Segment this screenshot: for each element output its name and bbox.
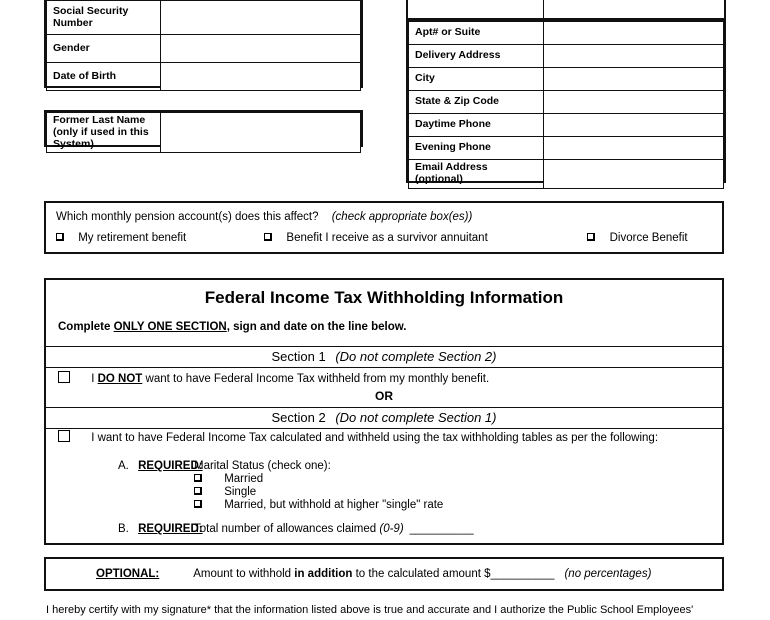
field-date-of-birth[interactable]	[161, 63, 361, 91]
optional-text-emphasis: in addition	[294, 568, 353, 580]
section-2-item-a-marker-group	[118, 460, 203, 472]
label-social-security-number: Social Security Number	[47, 1, 161, 35]
section-1-statement	[91, 373, 489, 385]
checkbox-icon[interactable]	[194, 474, 201, 481]
section-1-heading-note: (Do not complete Section 2)	[335, 349, 497, 364]
section-2-statement-row[interactable]	[58, 430, 718, 444]
label-date-of-birth: Date of Birth	[47, 63, 161, 91]
item-b-required-label: REQUIRED:	[138, 523, 203, 535]
page-title: Federal Income Tax Withholding Information	[204, 288, 564, 307]
field-city[interactable]	[544, 68, 724, 91]
field-social-security-number[interactable]	[161, 1, 361, 35]
optional-additional-withholding-section	[44, 557, 724, 591]
marital-status-option-label: Married, but withhold at higher "single" rate	[224, 499, 444, 511]
optional-text-pre: Amount to withhold	[193, 568, 295, 580]
label-daytime-phone: Daytime Phone	[409, 114, 544, 137]
label-city: City	[409, 68, 544, 91]
address-table	[406, 19, 726, 183]
address-header-column-divider	[543, 0, 544, 21]
pension-option-label: My retirement benefit	[78, 232, 187, 244]
section-2-heading-note: (Do not complete Section 1)	[335, 410, 497, 425]
section-1-statement-row[interactable]	[58, 371, 708, 385]
optional-amount-blank[interactable]: __________	[490, 568, 555, 580]
certification-statement: I hereby certify with my signature* that the information listed above is true and accurate and I authorize the Public School Employees'	[46, 604, 694, 616]
federal-tax-withholding-section	[44, 278, 724, 545]
table-row	[47, 1, 361, 35]
optional-note: (no percentages)	[564, 568, 652, 580]
field-state-and-zip-code[interactable]	[544, 91, 724, 114]
field-email-address[interactable]	[544, 160, 724, 189]
tax-instruction-pre: Complete	[58, 321, 114, 333]
section-2-item-b-body	[194, 523, 474, 535]
table-row	[409, 160, 724, 189]
pension-option-label: Benefit I receive as a survivor annuitant	[286, 232, 488, 244]
address-table-header-row	[406, 0, 726, 19]
pension-option-divorce-benefit[interactable]	[587, 232, 687, 244]
pension-option-retirement-benefit[interactable]	[56, 232, 261, 244]
item-a-marker: A.	[118, 460, 129, 472]
table-row	[409, 68, 724, 91]
table-row	[409, 22, 724, 45]
or-divider-text: OR	[375, 389, 393, 403]
member-info-table	[44, 0, 363, 88]
table-row	[47, 35, 361, 63]
section-2-heading	[46, 407, 722, 429]
section-2-item-a-body	[194, 460, 443, 511]
tax-instruction-line	[58, 321, 406, 333]
checkbox-icon[interactable]	[56, 233, 63, 240]
checkbox-icon[interactable]	[587, 233, 594, 240]
table-row	[47, 113, 361, 153]
section-1-heading	[46, 346, 722, 368]
item-a-required-label: REQUIRED:	[138, 460, 203, 472]
marital-status-option-label: Married	[224, 473, 264, 485]
marital-status-option-single[interactable]	[194, 486, 443, 498]
pension-option-label: Divorce Benefit	[609, 232, 688, 244]
field-former-last-name[interactable]	[161, 113, 361, 153]
checkbox-icon[interactable]	[264, 233, 271, 240]
table-row	[47, 63, 361, 91]
tax-instruction-emphasis: ONLY ONE SECTION	[113, 321, 227, 333]
pension-question-line	[56, 211, 472, 223]
tax-instruction-post: , sign and date on the line below.	[226, 321, 407, 333]
allowances-range: (0-9)	[379, 523, 404, 535]
section-2-statement: I want to have Federal Income Tax calculated and withheld using the tax withholding tables as per the following:	[91, 432, 659, 444]
section-1-statement-emphasis: DO NOT	[97, 373, 143, 385]
table-row	[409, 91, 724, 114]
section-1-statement-post: want to have Federal Income Tax withheld from my monthly benefit.	[142, 373, 490, 385]
field-delivery-address[interactable]	[544, 45, 724, 68]
field-apt-or-suite[interactable]	[544, 22, 724, 45]
pension-account-section	[44, 201, 724, 254]
item-b-marker: B.	[118, 523, 129, 535]
marital-status-option-married[interactable]	[194, 473, 443, 485]
label-evening-phone: Evening Phone	[409, 137, 544, 160]
marital-status-option-married-higher-single-rate[interactable]	[194, 499, 443, 511]
pension-options-row	[56, 232, 716, 244]
field-daytime-phone[interactable]	[544, 114, 724, 137]
section-1-statement-pre: I	[91, 373, 98, 385]
pension-option-survivor-annuitant[interactable]	[264, 232, 584, 244]
section-2-heading-main: Section 2	[271, 410, 326, 425]
field-evening-phone[interactable]	[544, 137, 724, 160]
checkbox-icon[interactable]	[194, 500, 201, 507]
marital-status-option-label: Single	[224, 486, 257, 498]
checkbox-icon[interactable]	[58, 371, 70, 383]
marital-status-prompt: Marital Status (check one):	[194, 460, 331, 472]
label-state-and-zip-code: State & Zip Code	[409, 91, 544, 114]
label-email-address: Email Address (optional)	[409, 160, 544, 189]
section-2-item-b-marker-group	[118, 523, 203, 535]
former-last-name-table	[44, 110, 363, 150]
checkbox-icon[interactable]	[58, 430, 70, 442]
table-row	[409, 114, 724, 137]
pension-question-hint: (check appropriate box(es))	[331, 211, 473, 223]
table-row	[409, 137, 724, 160]
label-delivery-address: Delivery Address	[409, 45, 544, 68]
label-apt-or-suite: Apt# or Suite	[409, 22, 544, 45]
field-gender[interactable]	[161, 35, 361, 63]
label-former-last-name: Former Last Name (only if used in this System)	[47, 113, 161, 153]
optional-line	[96, 568, 651, 580]
section-1-heading-main: Section 1	[271, 349, 326, 364]
pension-question-text: Which monthly pension account(s) does this affect?	[56, 211, 319, 223]
checkbox-icon[interactable]	[194, 487, 201, 494]
optional-label: OPTIONAL:	[96, 568, 160, 580]
table-row	[409, 45, 724, 68]
allowances-prompt: Total number of allowances claimed	[194, 523, 380, 535]
label-gender: Gender	[47, 35, 161, 63]
optional-text-post: to the calculated amount $	[352, 568, 491, 580]
allowances-input-blank[interactable]: __________	[409, 523, 474, 535]
